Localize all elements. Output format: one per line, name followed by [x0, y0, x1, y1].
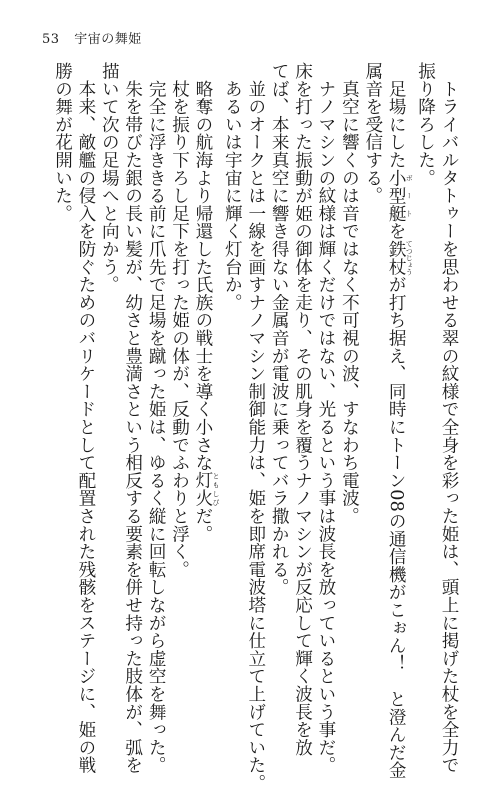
vertical-body-text	[40, 62, 460, 792]
page-header	[42, 28, 142, 47]
ruby-tomoshibi: 灯火 ともしび	[192, 471, 220, 508]
text-line: 完全に浮ききる前に爪先で足場を蹴った姫は、ゆるく縦に回転しながら虚空を舞った。	[146, 62, 167, 774]
page-number: 53	[42, 32, 60, 47]
text-line: あるいは宇宙に輝く灯台か。	[222, 62, 243, 312]
text-line: 本来、敵艦の侵入を防ぐためのバリケードとして配置された残骸をステージに、姫の戦	[75, 62, 96, 774]
ruby-kogatatei: 小型艇 ボート	[386, 168, 414, 223]
text-line: てば、本来真空に響き得ない金属音が電波に乗ってバラ撒かれる。	[269, 62, 290, 596]
text-line: 足場にした小型艇 ボートを鉄杖 てつじょうが打ち据え、同時にトーン08の通信機がこぉん！ と澄んだ金	[386, 62, 414, 780]
text-line: 床を打った振動が姫の御体を走り、その肌身を覆うナノマシンが反応して輝く波長を放	[292, 62, 313, 757]
ruby-tetsujou: 鉄杖 てつじょう	[386, 240, 414, 276]
chapter-title: 宇宙の舞姫	[74, 32, 142, 47]
text-line: 杖を振り下ろし足下を打った姫の体が、反動でふわりと浮く。	[169, 62, 190, 579]
text-line: 並のオークとは一線を画すナノマシン制御能力は、姫を即席電波塔に仕立て上げていた。	[245, 62, 266, 792]
text-line: 振り降ろした。	[415, 62, 436, 187]
text-line: トライバルタトゥーを思わせる翠の紋様で全身を彩った姫は、頭上に掲げた杖を全力で	[439, 62, 459, 774]
text-line: 勝の舞が花開いた。	[52, 62, 73, 223]
text-line: 朱を帯びた銀の長い髪が、幼さと豊満さという相反する要素を併せ持った肢体が、弧を	[122, 62, 143, 774]
text-line: 略奪の航海より帰還した氏族の戦士を導く小さな灯火 ともしびだ。	[192, 62, 220, 543]
text-line: 真空に響くのは音ではなく不可視の波、すなわち電波。	[339, 62, 360, 525]
text-line: 属音を受信する。	[362, 62, 383, 205]
text-line: 描いて次の足場へと向かう。	[99, 62, 120, 294]
text-line: ナノマシンの紋様は輝くだけではない、光るという事は波長を放っているという事だ。	[315, 62, 336, 774]
